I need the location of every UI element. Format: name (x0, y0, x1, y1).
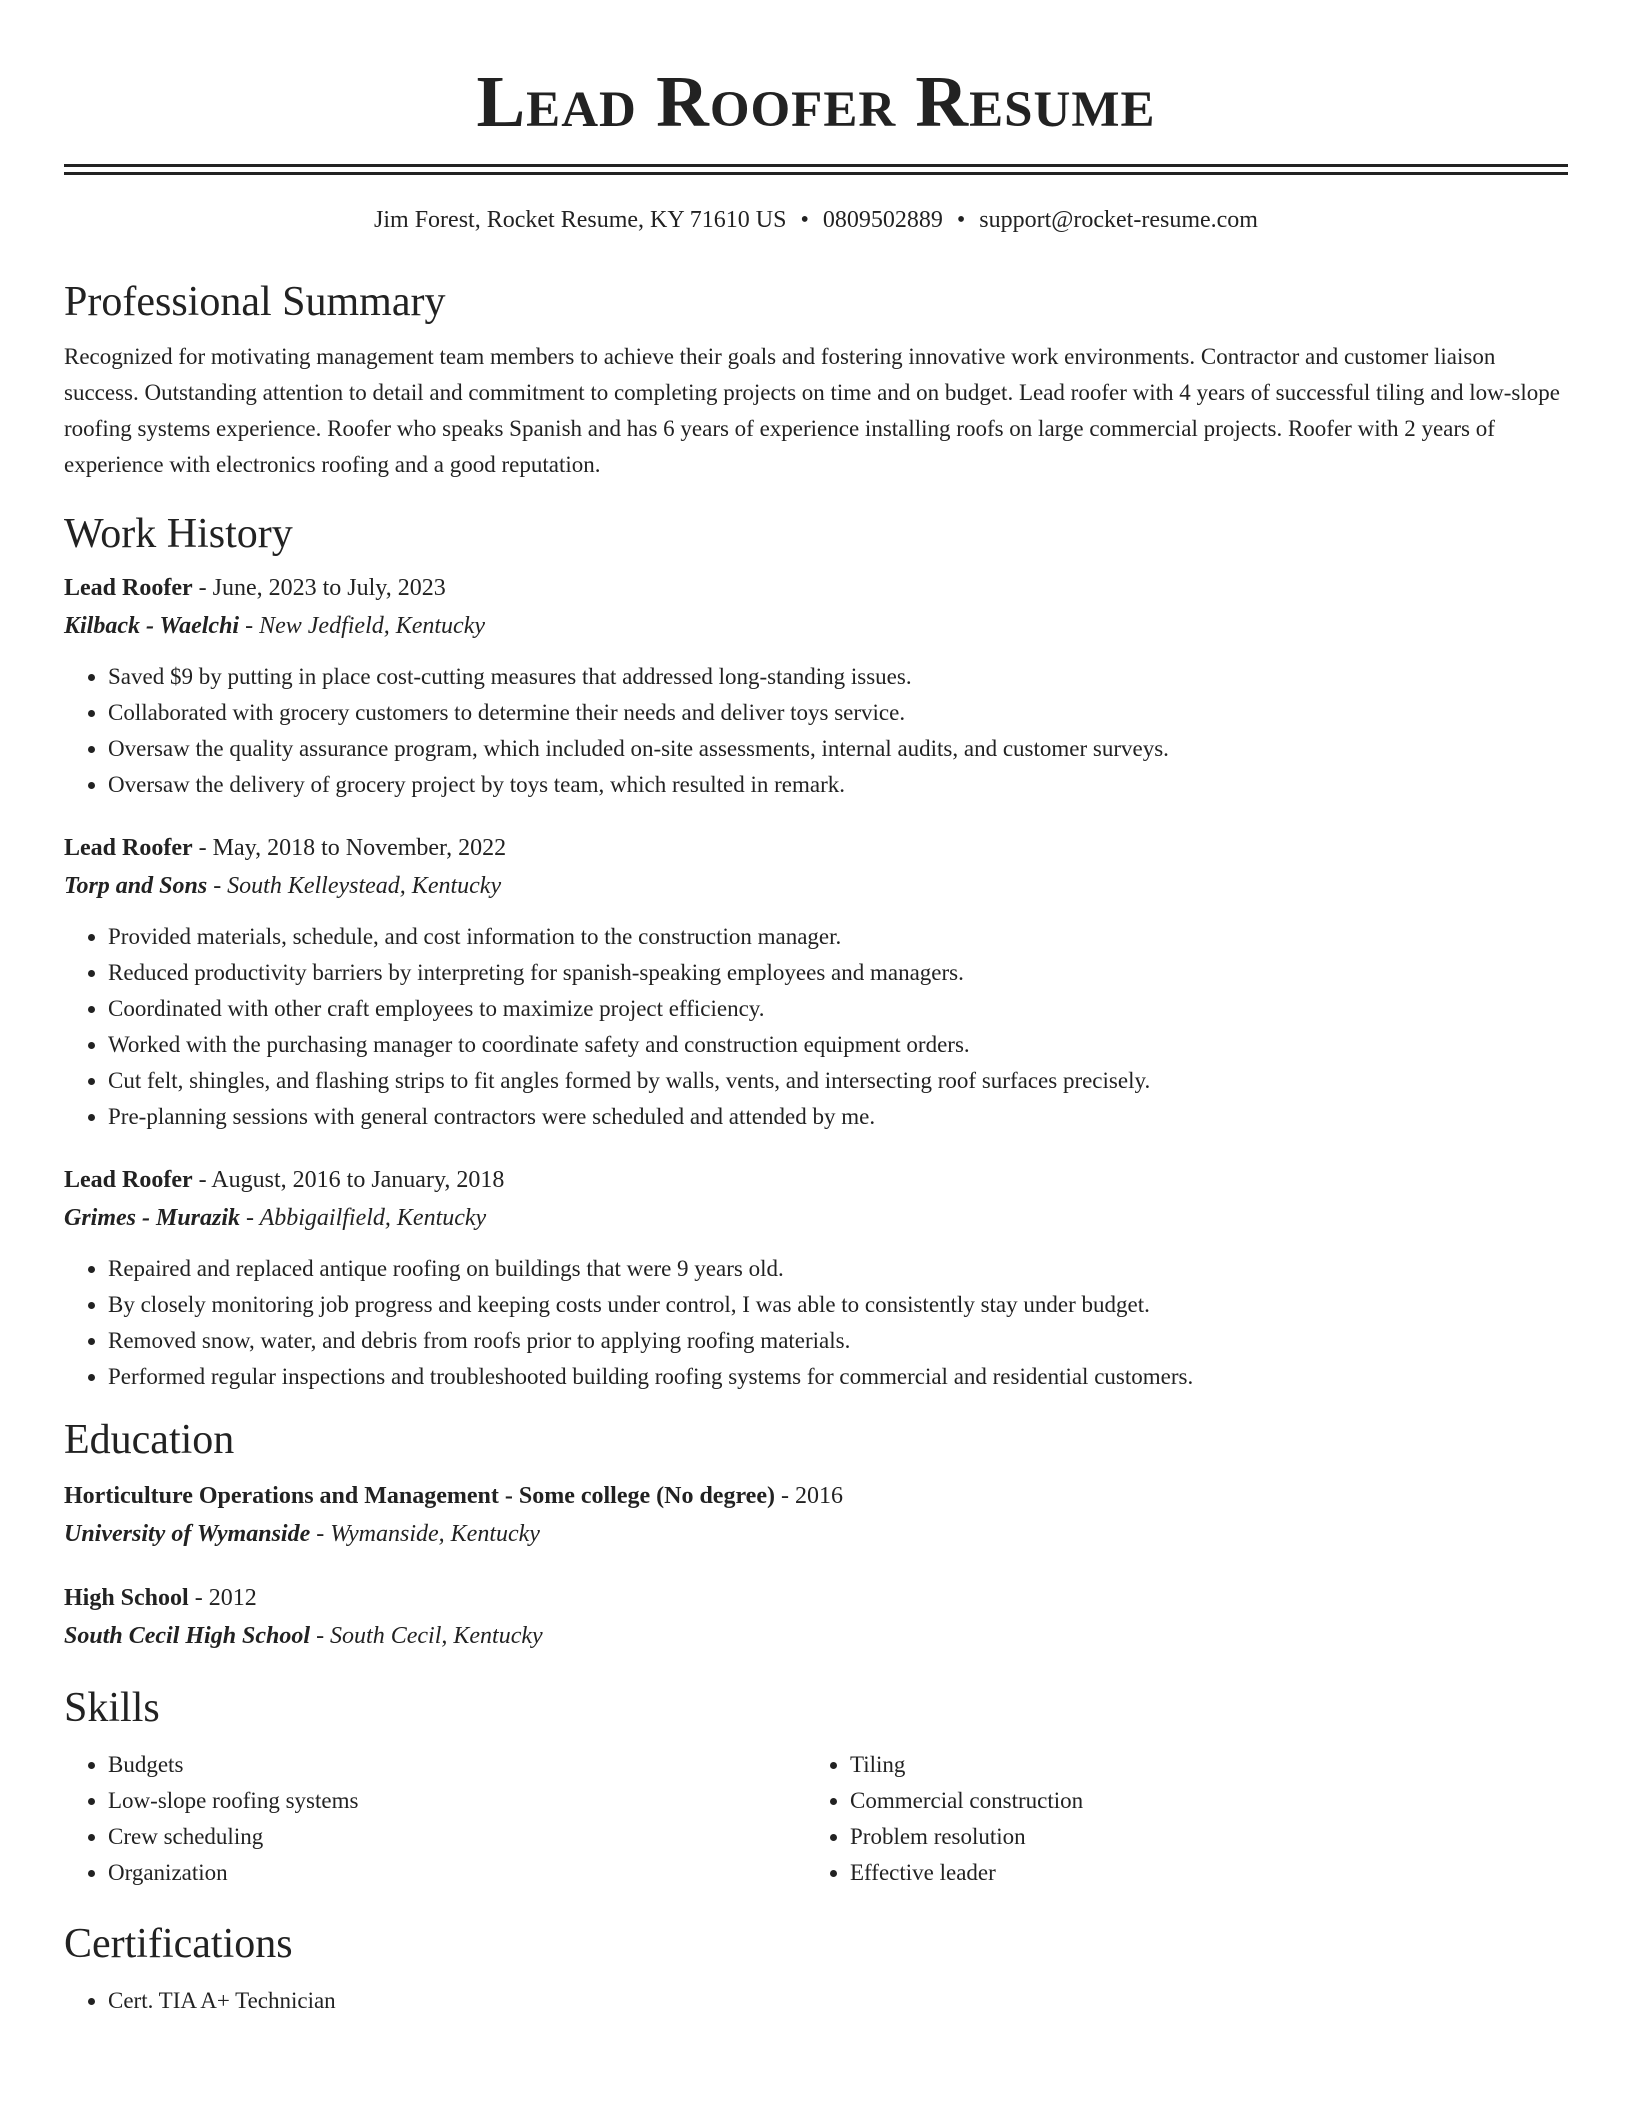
employer-location: - Abbigailfield, Kentucky (240, 1205, 487, 1231)
school-name: University of Wymanside (64, 1521, 311, 1547)
job-title-line (64, 829, 1568, 867)
list-item: • Organization (108, 1855, 806, 1891)
employer-line (64, 867, 1568, 905)
list-item: • Problem resolution (850, 1819, 1548, 1855)
job-bullets (64, 659, 1568, 803)
job-dates: - August, 2016 to January, 2018 (192, 1167, 505, 1193)
skills-grid (64, 1747, 1568, 1891)
list-item: • Budgets (108, 1747, 806, 1783)
degree-year: - 2012 (188, 1585, 257, 1611)
list-item: • Collaborated with grocery customers to determine their needs and deliver toys service. (108, 695, 1568, 731)
list-item: • Effective leader (850, 1855, 1548, 1891)
job-entry (64, 569, 1568, 803)
certifications-heading: Certifications (64, 1921, 293, 1967)
list-item: • Saved $9 by putting in place cost-cutting measures that addressed long-standing issues. (108, 659, 1568, 695)
contact-phone: 0809502889 (822, 207, 943, 233)
job-bullets (64, 1251, 1568, 1395)
employer-line (64, 1199, 1568, 1237)
list-item: • Performed regular inspections and troubleshooted building roofing systems for commercial and residential customers. (108, 1359, 1568, 1395)
list-item: • Cut felt, shingles, and flashing strips to fit angles formed by walls, vents, and intersecting roof surfaces precisely. (108, 1063, 1568, 1099)
resume-title: Lead Roofer Resume (476, 61, 1156, 142)
degree-name: Horticulture Operations and Management - Some college (No degree) (64, 1483, 775, 1509)
list-item: • Crew scheduling (108, 1819, 806, 1855)
school-line (64, 1515, 1568, 1553)
job-title: Lead Roofer (64, 1167, 193, 1193)
job-title-line (64, 1161, 1568, 1199)
list-item: • Coordinated with other craft employees to maximize project efficiency. (108, 991, 1568, 1027)
job-entry (64, 829, 1568, 1135)
employer-name: Kilback - Waelchi (64, 613, 240, 639)
list-item: • Cert. TIA A+ Technician (108, 1983, 1568, 2019)
summary-text: Recognized for motivating management team members to achieve their goals and fostering innovative work environments. Contractor and customer liaison success. Outstanding attention to detail and commitment to completing projects on time and on budget. Lead roofer with 4 years of successful tiling and low-slope roofing systems experience. Roofer who speaks Spanish and has 6 years of experience installing roofs on large commercial projects. Roofer with 2 years of experience with electronics roofing and a good reputation. (64, 344, 1560, 477)
degree-line (64, 1477, 1568, 1515)
degree-name: High School (64, 1585, 189, 1611)
skills-column-left (64, 1747, 806, 1891)
list-item: • By closely monitoring job progress and keeping costs under control, I was able to consistently stay under budget. (108, 1287, 1568, 1323)
employer-name: Torp and Sons (64, 873, 208, 899)
job-dates: - June, 2023 to July, 2023 (192, 575, 446, 601)
list-item: • Oversaw the quality assurance program, which included on-site assessments, internal audits, and customer surveys. (108, 731, 1568, 767)
education-entry (64, 1477, 1568, 1553)
list-item: • Worked with the purchasing manager to coordinate safety and construction equipment orders. (108, 1027, 1568, 1063)
contact-line (64, 205, 1568, 235)
employer-line (64, 607, 1568, 645)
skills-column-right (806, 1747, 1548, 1891)
school-line (64, 1617, 1568, 1655)
employer-location: - New Jedfield, Kentucky (239, 613, 486, 639)
employer-location: - South Kelleystead, Kentucky (207, 873, 502, 899)
education-heading: Education (64, 1417, 235, 1463)
contact-email: support@rocket-resume.com (979, 207, 1258, 233)
education-entry (64, 1579, 1568, 1655)
job-bullets (64, 919, 1568, 1135)
job-title: Lead Roofer (64, 575, 193, 601)
certifications-list (64, 1983, 1568, 2019)
job-dates: - May, 2018 to November, 2022 (192, 835, 507, 861)
list-item: • Oversaw the delivery of grocery project by toys team, which resulted in remark. (108, 767, 1568, 803)
skills-heading: Skills (64, 1685, 160, 1731)
job-entry (64, 1161, 1568, 1395)
summary-heading: Professional Summary (64, 279, 446, 325)
employer-name: Grimes - Murazik (64, 1205, 241, 1231)
list-item: • Removed snow, water, and debris from roofs prior to applying roofing materials. (108, 1323, 1568, 1359)
list-item: • Pre-planning sessions with general contractors were scheduled and attended by me. (108, 1099, 1568, 1135)
title-double-rule (64, 164, 1568, 175)
contact-separator: • (956, 207, 966, 233)
job-title: Lead Roofer (64, 835, 193, 861)
list-item: • Commercial construction (850, 1783, 1548, 1819)
job-title-line (64, 569, 1568, 607)
list-item: • Repaired and replaced antique roofing on buildings that were 9 years old. (108, 1251, 1568, 1287)
list-item: • Low-slope roofing systems (108, 1783, 806, 1819)
degree-year: - 2016 (774, 1483, 843, 1509)
school-name: South Cecil High School (64, 1623, 311, 1649)
list-item: • Tiling (850, 1747, 1548, 1783)
work-history-heading: Work History (64, 511, 293, 557)
contact-address: Jim Forest, Rocket Resume, KY 71610 US (374, 207, 787, 233)
school-location: - South Cecil, Kentucky (310, 1623, 543, 1649)
contact-separator: • (800, 207, 809, 233)
school-location: - Wymanside, Kentucky (310, 1521, 540, 1547)
resume-page (64, 0, 1568, 2019)
degree-line (64, 1579, 1568, 1617)
list-item: • Provided materials, schedule, and cost information to the construction manager. (108, 919, 1568, 955)
list-item: • Reduced productivity barriers by interpreting for spanish-speaking employees and managers. (108, 955, 1568, 991)
